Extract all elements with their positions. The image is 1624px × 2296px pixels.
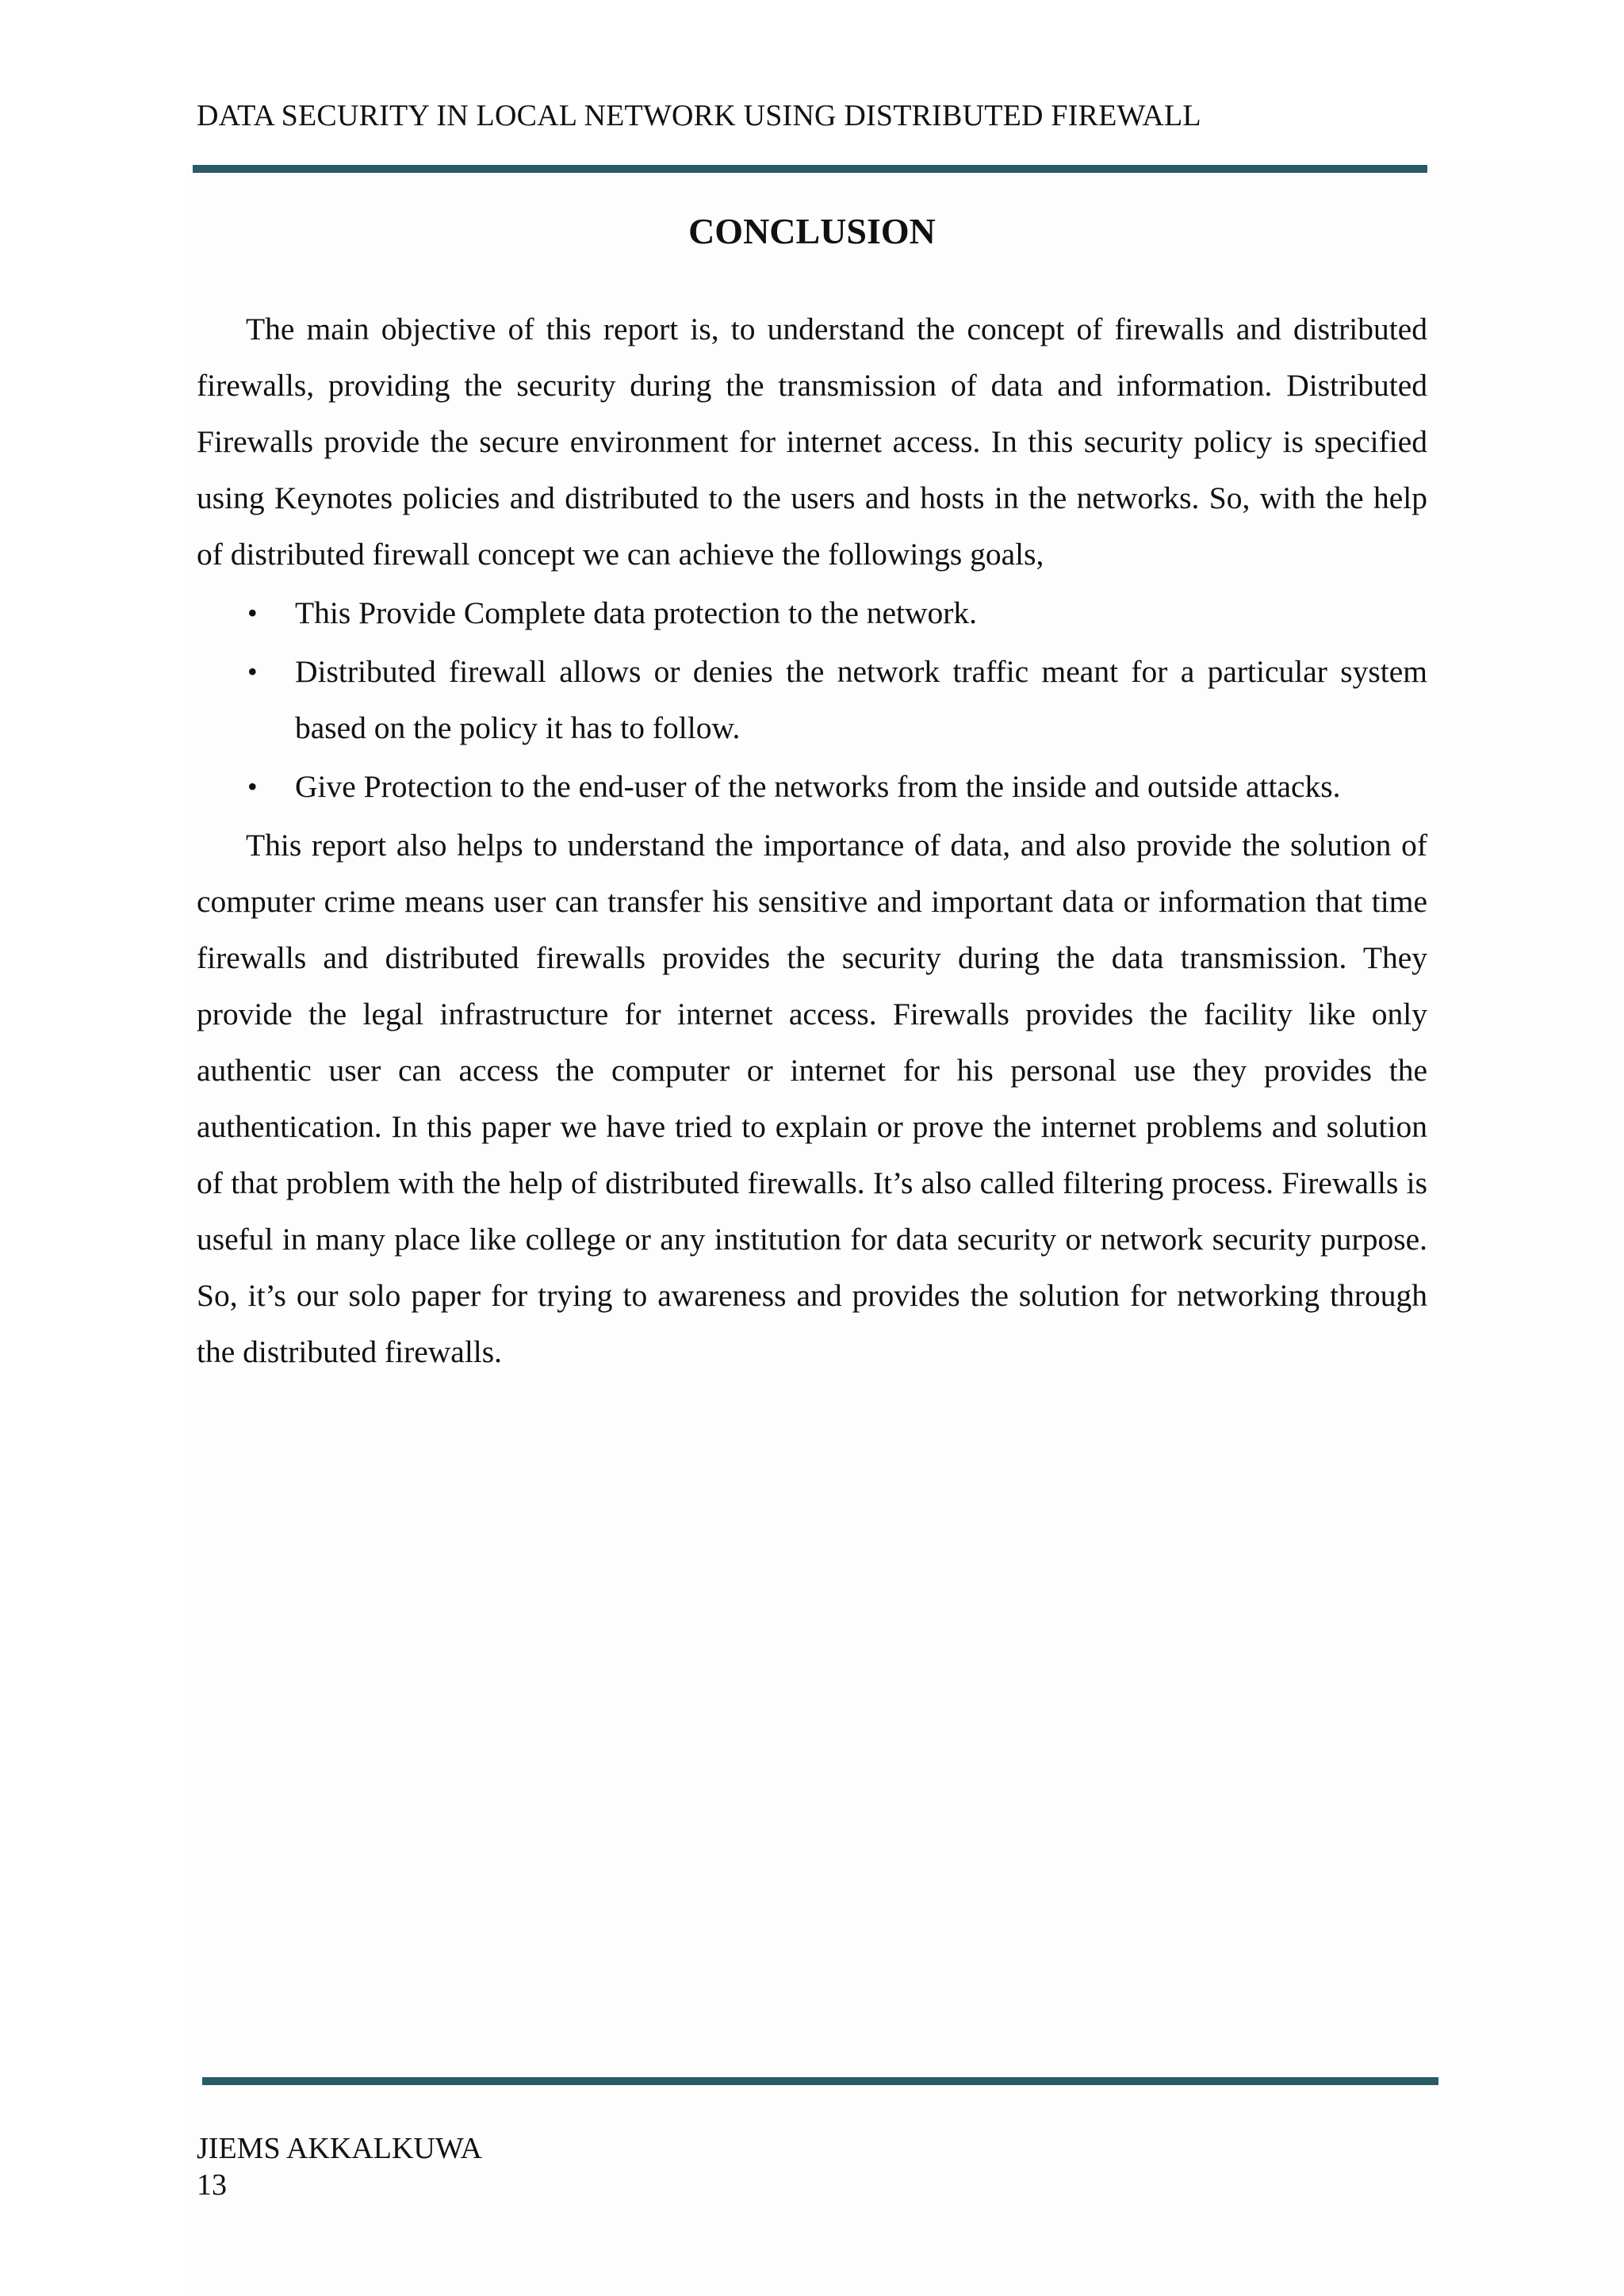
list-item (247, 759, 1427, 815)
goals-list (197, 585, 1427, 815)
bullet-icon: • (247, 771, 258, 802)
list-item-text: Give Protection to the end-user of the networks from the inside and outside attacks. (295, 769, 1341, 804)
list-item (247, 585, 1427, 641)
footer-rule (202, 2077, 1438, 2085)
footer-organization: JIEMS AKKALKUWA (197, 2132, 482, 2165)
page-number: 13 (197, 2168, 227, 2202)
closing-paragraph: This report also helps to understand the importance of data, and also provide the solution of computer crime means user can transfer his sensitive and important data or information that time firewalls and distributed firewalls provides the security during the data transmission. They provide the legal infrastructure for internet access. Firewalls provides the facility like only authentic user can access the computer or internet for his personal use they provides the authentication. In this paper we have tried to explain or prove the internet problems and solution of that problem with the help of distributed firewalls. It’s also called filtering process. Firewalls is useful in many place like college or any institution for data security or network security purpose. So, it’s our solo paper for trying to awareness and provides the solution for networking through the distributed firewalls. (197, 828, 1427, 1369)
list-item-text: Distributed firewall allows or denies the network traffic meant for a particular system based on the policy it has to follow. (295, 654, 1427, 745)
header-rule (193, 165, 1427, 173)
running-header: DATA SECURITY IN LOCAL NETWORK USING DISTRIBUTED FIREWALL (197, 99, 1201, 132)
list-item (247, 644, 1427, 756)
bullet-icon: • (247, 656, 258, 687)
document-body (197, 301, 1427, 1380)
page-title: CONCLUSION (688, 211, 936, 251)
intro-paragraph: The main objective of this report is, to understand the concept of firewalls and distributed firewalls, providing the security during the transmission of data and information. Distributed Firewalls provide the secure environment for internet access. In this security policy is specified using Keynotes policies and distributed to the users and hosts in the networks. So, with the help of distributed firewall concept we can achieve the followings goals, (197, 312, 1427, 572)
bullet-icon: • (247, 597, 258, 629)
list-item-text: This Provide Complete data protection to the network. (295, 595, 978, 630)
